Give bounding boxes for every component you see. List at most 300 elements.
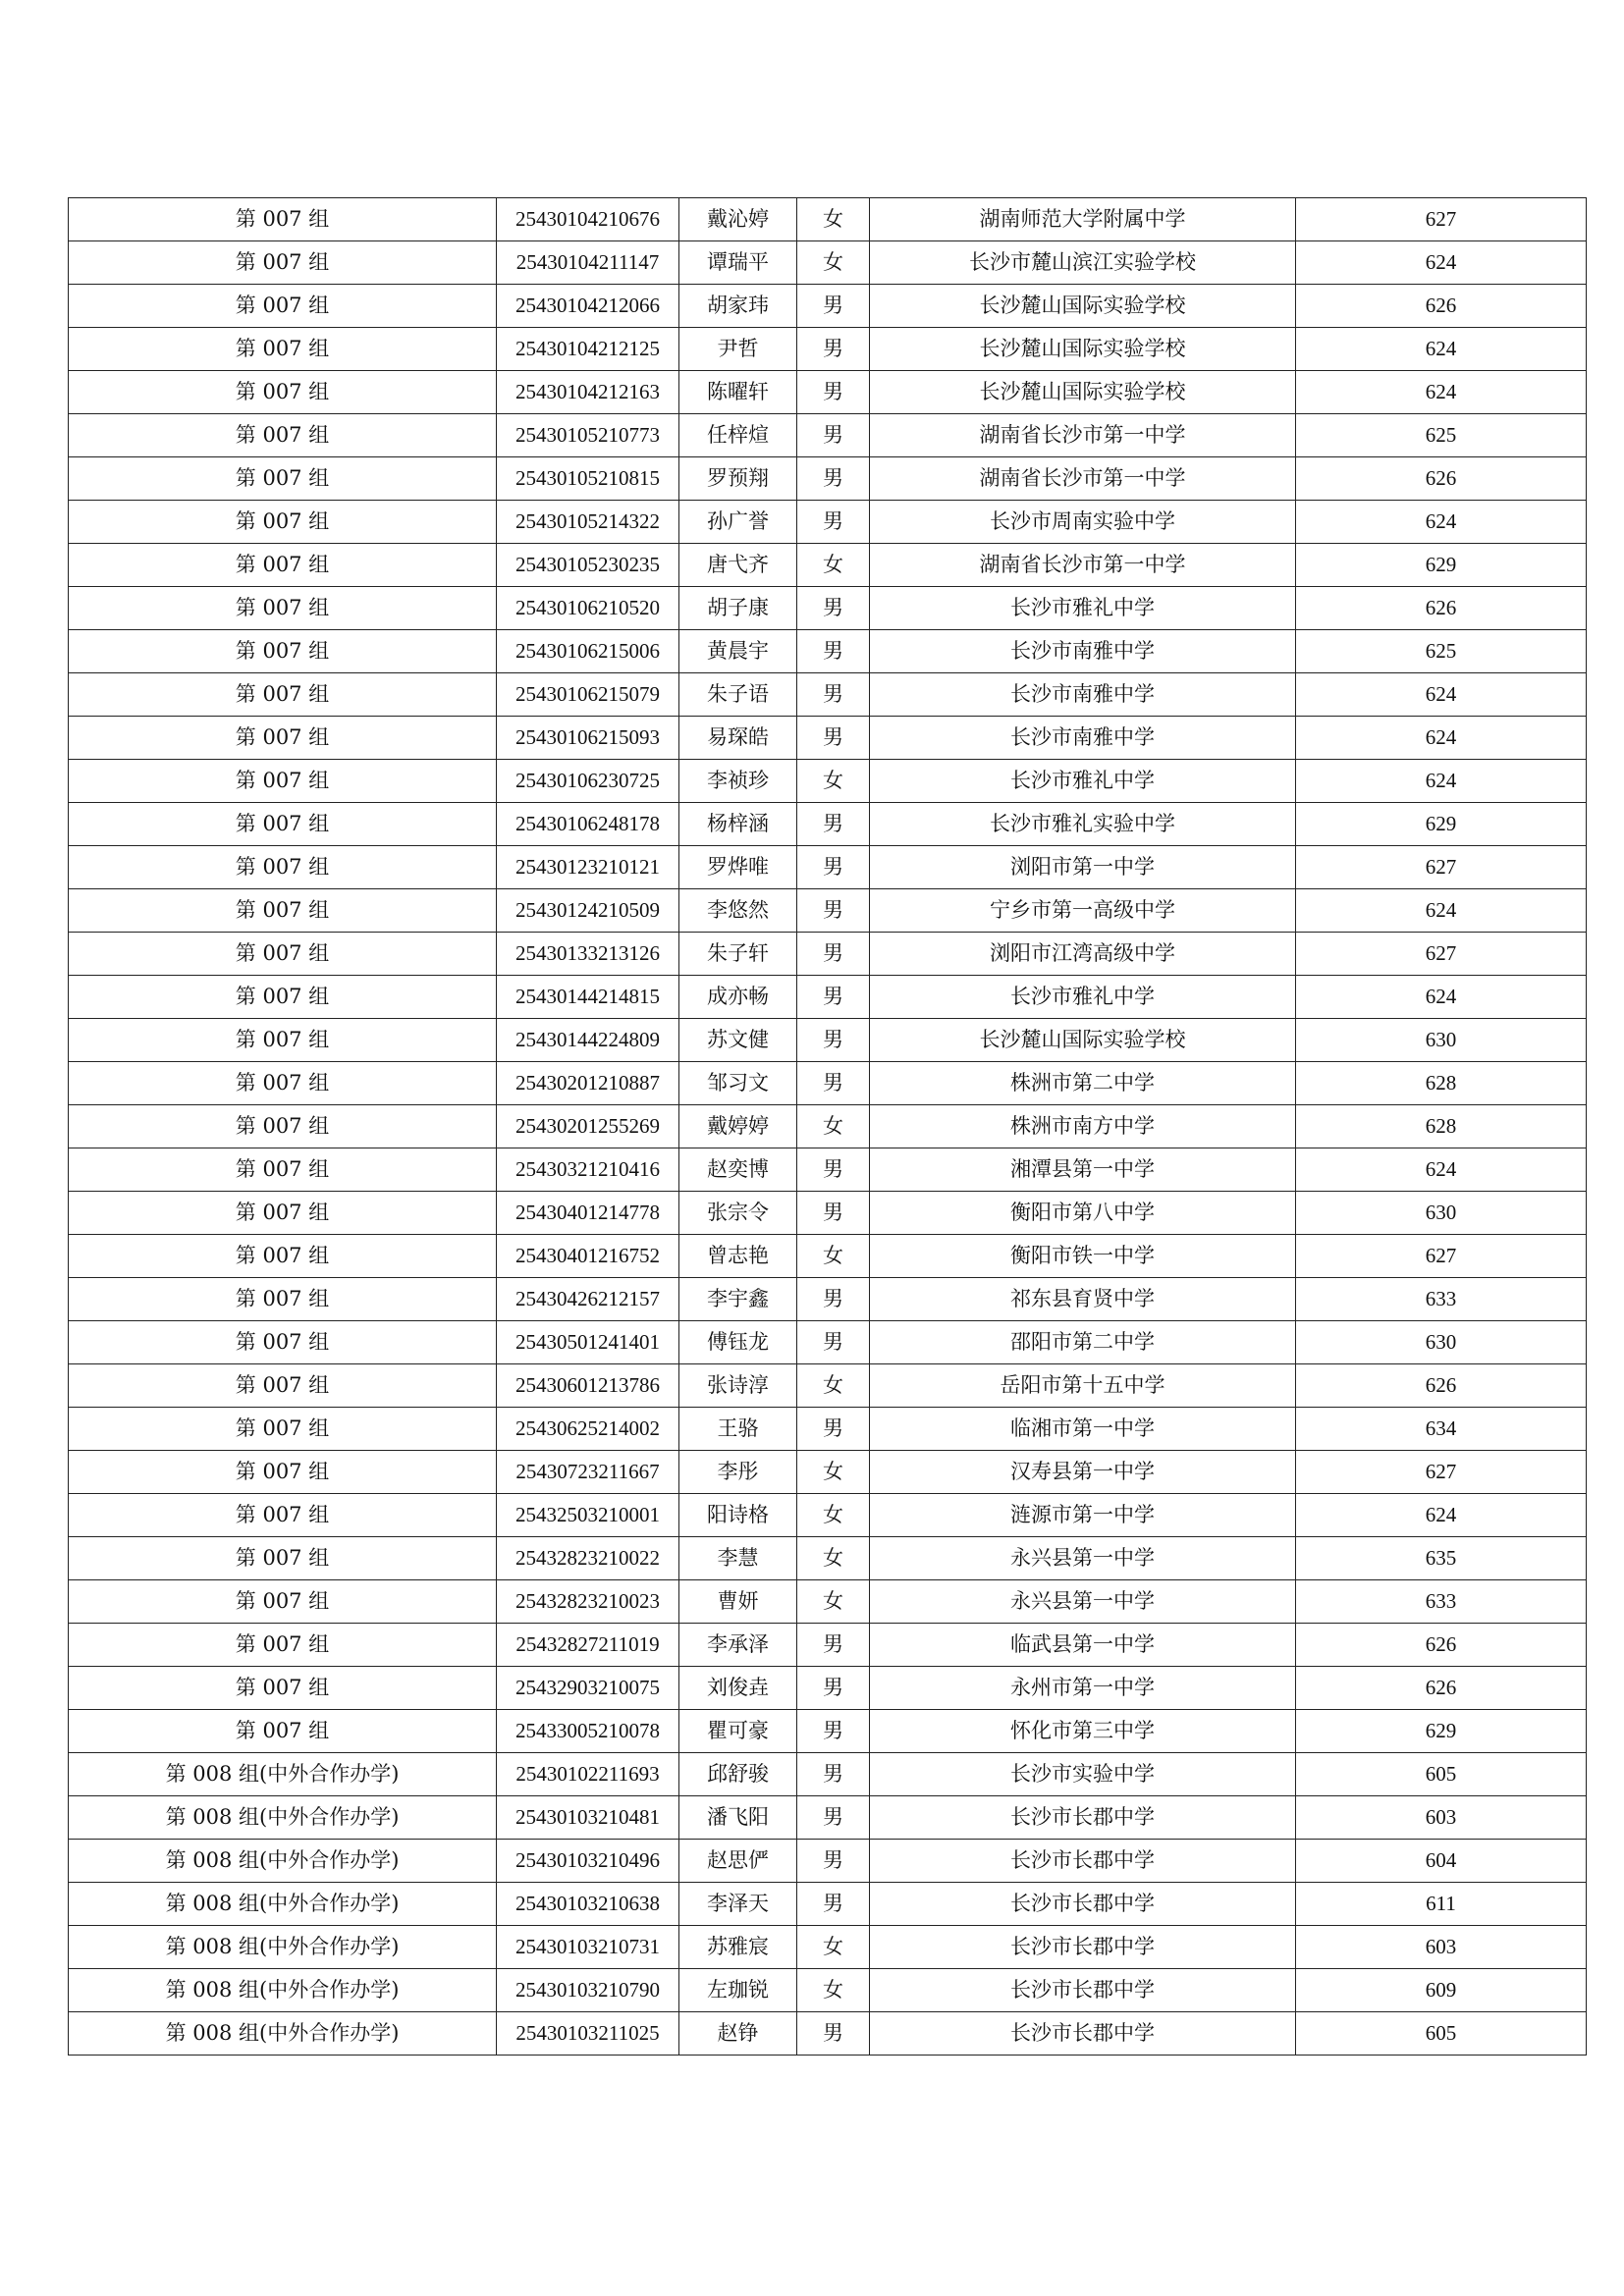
- school-cell: 株洲市南方中学: [870, 1105, 1296, 1148]
- table-row: [69, 285, 1587, 328]
- exam-id-cell: 25430103210496: [497, 1840, 679, 1883]
- school-cell: 衡阳市铁一中学: [870, 1235, 1296, 1278]
- gender-cell: 男: [797, 846, 870, 889]
- student-name-cell: 邹习文: [679, 1062, 797, 1105]
- exam-id-cell: 25430401214778: [497, 1192, 679, 1235]
- table-row: [69, 803, 1587, 846]
- school-cell: 涟源市第一中学: [870, 1494, 1296, 1537]
- school-cell: 湖南省长沙市第一中学: [870, 414, 1296, 457]
- student-name-cell: 罗预翔: [679, 457, 797, 501]
- student-name-cell: 李祯珍: [679, 760, 797, 803]
- group-cell: 第 007 组: [69, 241, 497, 285]
- gender-cell: 男: [797, 976, 870, 1019]
- student-name-cell: 成亦畅: [679, 976, 797, 1019]
- table-row: [69, 587, 1587, 630]
- exam-id-cell: 25432823210022: [497, 1537, 679, 1580]
- student-name-cell: 朱子轩: [679, 933, 797, 976]
- student-name-cell: 罗烨唯: [679, 846, 797, 889]
- group-cell: 第 007 组: [69, 328, 497, 371]
- score-cell: 635: [1296, 1537, 1587, 1580]
- school-cell: 长沙市雅礼中学: [870, 976, 1296, 1019]
- exam-id-cell: 25430106210520: [497, 587, 679, 630]
- gender-cell: 男: [797, 1883, 870, 1926]
- student-name-cell: 胡家玮: [679, 285, 797, 328]
- school-cell: 长沙麓山国际实验学校: [870, 1019, 1296, 1062]
- score-cell: 605: [1296, 2012, 1587, 2056]
- table-row: [69, 1235, 1587, 1278]
- exam-id-cell: 25430501241401: [497, 1321, 679, 1364]
- score-cell: 603: [1296, 1926, 1587, 1969]
- exam-id-cell: 25430106248178: [497, 803, 679, 846]
- gender-cell: 女: [797, 760, 870, 803]
- school-cell: 永兴县第一中学: [870, 1580, 1296, 1624]
- student-name-cell: 刘俊垚: [679, 1667, 797, 1710]
- score-cell: 628: [1296, 1105, 1587, 1148]
- group-cell: 第 007 组: [69, 587, 497, 630]
- student-name-cell: 阳诗格: [679, 1494, 797, 1537]
- gender-cell: 女: [797, 1537, 870, 1580]
- exam-id-cell: 25432903210075: [497, 1667, 679, 1710]
- student-name-cell: 孙广誉: [679, 501, 797, 544]
- exam-id-cell: 25432503210001: [497, 1494, 679, 1537]
- gender-cell: 男: [797, 1019, 870, 1062]
- exam-id-cell: 25430124210509: [497, 889, 679, 933]
- exam-id-cell: 25430625214002: [497, 1408, 679, 1451]
- exam-id-cell: 25432823210023: [497, 1580, 679, 1624]
- gender-cell: 男: [797, 1148, 870, 1192]
- table-row: [69, 1494, 1587, 1537]
- student-name-cell: 尹哲: [679, 328, 797, 371]
- student-name-cell: 戴婷婷: [679, 1105, 797, 1148]
- score-cell: 624: [1296, 501, 1587, 544]
- group-cell: 第 007 组: [69, 457, 497, 501]
- exam-id-cell: 25430103210731: [497, 1926, 679, 1969]
- score-cell: 630: [1296, 1019, 1587, 1062]
- table-row: [69, 1192, 1587, 1235]
- exam-id-cell: 25433005210078: [497, 1710, 679, 1753]
- score-cell: 634: [1296, 1408, 1587, 1451]
- school-cell: 临武县第一中学: [870, 1624, 1296, 1667]
- exam-id-cell: 25430321210416: [497, 1148, 679, 1192]
- gender-cell: 女: [797, 1580, 870, 1624]
- student-name-cell: 戴沁婷: [679, 198, 797, 241]
- score-cell: 624: [1296, 673, 1587, 717]
- score-cell: 605: [1296, 1753, 1587, 1796]
- table-row: [69, 1710, 1587, 1753]
- table-row: [69, 1321, 1587, 1364]
- gender-cell: 男: [797, 2012, 870, 2056]
- group-cell: 第 007 组: [69, 1364, 497, 1408]
- exam-id-cell: 25430105230235: [497, 544, 679, 587]
- score-cell: 626: [1296, 1624, 1587, 1667]
- table-row: [69, 1451, 1587, 1494]
- school-cell: 长沙市长郡中学: [870, 2012, 1296, 2056]
- score-cell: 630: [1296, 1192, 1587, 1235]
- group-cell: 第 007 组: [69, 889, 497, 933]
- exam-id-cell: 25430103210638: [497, 1883, 679, 1926]
- group-cell: 第 007 组: [69, 1537, 497, 1580]
- table-row: [69, 933, 1587, 976]
- student-name-cell: 曾志艳: [679, 1235, 797, 1278]
- table-row: [69, 846, 1587, 889]
- table-row: [69, 1537, 1587, 1580]
- exam-id-cell: 25430723211667: [497, 1451, 679, 1494]
- group-cell: 第 007 组: [69, 1062, 497, 1105]
- student-name-cell: 曹妍: [679, 1580, 797, 1624]
- exam-id-cell: 25430106230725: [497, 760, 679, 803]
- gender-cell: 女: [797, 1494, 870, 1537]
- score-cell: 627: [1296, 1451, 1587, 1494]
- score-cell: 630: [1296, 1321, 1587, 1364]
- table-row: [69, 328, 1587, 371]
- table-row: [69, 414, 1587, 457]
- exam-id-cell: 25430105214322: [497, 501, 679, 544]
- table-row: [69, 1969, 1587, 2012]
- group-cell: 第 007 组: [69, 285, 497, 328]
- table-row: [69, 1883, 1587, 1926]
- student-name-cell: 李泽天: [679, 1883, 797, 1926]
- score-cell: 625: [1296, 630, 1587, 673]
- school-cell: 长沙市长郡中学: [870, 1883, 1296, 1926]
- table-row: [69, 1667, 1587, 1710]
- exam-id-cell: 25430102211693: [497, 1753, 679, 1796]
- table-row: [69, 717, 1587, 760]
- student-name-cell: 黄晨宇: [679, 630, 797, 673]
- table-row: [69, 1926, 1587, 1969]
- exam-id-cell: 25430104211147: [497, 241, 679, 285]
- school-cell: 怀化市第三中学: [870, 1710, 1296, 1753]
- school-cell: 衡阳市第八中学: [870, 1192, 1296, 1235]
- group-cell: 第 008 组(中外合作办学): [69, 1753, 497, 1796]
- score-cell: 629: [1296, 544, 1587, 587]
- gender-cell: 女: [797, 1364, 870, 1408]
- group-cell: 第 007 组: [69, 933, 497, 976]
- school-cell: 长沙市麓山滨江实验学校: [870, 241, 1296, 285]
- gender-cell: 男: [797, 673, 870, 717]
- group-cell: 第 007 组: [69, 1624, 497, 1667]
- exam-id-cell: 25430201210887: [497, 1062, 679, 1105]
- school-cell: 长沙麓山国际实验学校: [870, 328, 1296, 371]
- gender-cell: 男: [797, 1408, 870, 1451]
- student-name-cell: 苏文健: [679, 1019, 797, 1062]
- school-cell: 长沙市长郡中学: [870, 1796, 1296, 1840]
- score-cell: 624: [1296, 1494, 1587, 1537]
- exam-id-cell: 25430144214815: [497, 976, 679, 1019]
- score-cell: 626: [1296, 1364, 1587, 1408]
- school-cell: 长沙市雅礼实验中学: [870, 803, 1296, 846]
- score-cell: 625: [1296, 414, 1587, 457]
- table-row: [69, 673, 1587, 717]
- group-cell: 第 007 组: [69, 1580, 497, 1624]
- exam-id-cell: 25430105210815: [497, 457, 679, 501]
- exam-id-cell: 25430106215093: [497, 717, 679, 760]
- school-cell: 长沙市雅礼中学: [870, 587, 1296, 630]
- score-cell: 626: [1296, 587, 1587, 630]
- exam-id-cell: 25430426212157: [497, 1278, 679, 1321]
- student-name-cell: 赵奕博: [679, 1148, 797, 1192]
- student-name-cell: 李慧: [679, 1537, 797, 1580]
- table-row: [69, 1753, 1587, 1796]
- school-cell: 湘潭县第一中学: [870, 1148, 1296, 1192]
- exam-id-cell: 25430201255269: [497, 1105, 679, 1148]
- score-cell: 624: [1296, 889, 1587, 933]
- admission-roster-table: [68, 197, 1587, 2056]
- gender-cell: 男: [797, 889, 870, 933]
- gender-cell: 男: [797, 933, 870, 976]
- table-row: [69, 889, 1587, 933]
- exam-id-cell: 25430104212125: [497, 328, 679, 371]
- student-name-cell: 陈曜轩: [679, 371, 797, 414]
- gender-cell: 女: [797, 1235, 870, 1278]
- gender-cell: 男: [797, 1667, 870, 1710]
- score-cell: 624: [1296, 760, 1587, 803]
- gender-cell: 男: [797, 803, 870, 846]
- gender-cell: 男: [797, 1753, 870, 1796]
- table-row: [69, 1840, 1587, 1883]
- group-cell: 第 008 组(中外合作办学): [69, 1926, 497, 1969]
- exam-id-cell: 25430144224809: [497, 1019, 679, 1062]
- exam-id-cell: 25430104210676: [497, 198, 679, 241]
- student-name-cell: 李承泽: [679, 1624, 797, 1667]
- exam-id-cell: 25430106215006: [497, 630, 679, 673]
- group-cell: 第 007 组: [69, 1105, 497, 1148]
- student-name-cell: 张宗令: [679, 1192, 797, 1235]
- student-name-cell: 王骆: [679, 1408, 797, 1451]
- gender-cell: 女: [797, 241, 870, 285]
- gender-cell: 女: [797, 1969, 870, 2012]
- group-cell: 第 007 组: [69, 1667, 497, 1710]
- group-cell: 第 007 组: [69, 630, 497, 673]
- student-name-cell: 李彤: [679, 1451, 797, 1494]
- table-row: [69, 1019, 1587, 1062]
- group-cell: 第 007 组: [69, 1451, 497, 1494]
- school-cell: 长沙市长郡中学: [870, 1840, 1296, 1883]
- exam-id-cell: 25430123210121: [497, 846, 679, 889]
- score-cell: 603: [1296, 1796, 1587, 1840]
- student-name-cell: 张诗淳: [679, 1364, 797, 1408]
- group-cell: 第 007 组: [69, 717, 497, 760]
- gender-cell: 男: [797, 371, 870, 414]
- group-cell: 第 008 组(中外合作办学): [69, 1796, 497, 1840]
- gender-cell: 女: [797, 198, 870, 241]
- table-row: [69, 1105, 1587, 1148]
- gender-cell: 男: [797, 717, 870, 760]
- roster-body: [69, 198, 1587, 2056]
- school-cell: 长沙市雅礼中学: [870, 760, 1296, 803]
- score-cell: 627: [1296, 933, 1587, 976]
- group-cell: 第 008 组(中外合作办学): [69, 2012, 497, 2056]
- student-name-cell: 唐弋齐: [679, 544, 797, 587]
- student-name-cell: 赵铮: [679, 2012, 797, 2056]
- school-cell: 长沙麓山国际实验学校: [870, 285, 1296, 328]
- score-cell: 633: [1296, 1278, 1587, 1321]
- group-cell: 第 007 组: [69, 198, 497, 241]
- score-cell: 624: [1296, 241, 1587, 285]
- school-cell: 长沙市南雅中学: [870, 673, 1296, 717]
- gender-cell: 女: [797, 1105, 870, 1148]
- school-cell: 湖南师范大学附属中学: [870, 198, 1296, 241]
- group-cell: 第 007 组: [69, 803, 497, 846]
- group-cell: 第 007 组: [69, 1278, 497, 1321]
- score-cell: 626: [1296, 285, 1587, 328]
- group-cell: 第 007 组: [69, 371, 497, 414]
- group-cell: 第 007 组: [69, 760, 497, 803]
- table-row: [69, 1796, 1587, 1840]
- table-row: [69, 371, 1587, 414]
- gender-cell: 女: [797, 1926, 870, 1969]
- school-cell: 汉寿县第一中学: [870, 1451, 1296, 1494]
- group-cell: 第 007 组: [69, 1148, 497, 1192]
- school-cell: 永州市第一中学: [870, 1667, 1296, 1710]
- student-name-cell: 潘飞阳: [679, 1796, 797, 1840]
- group-cell: 第 007 组: [69, 1408, 497, 1451]
- gender-cell: 男: [797, 1624, 870, 1667]
- group-cell: 第 008 组(中外合作办学): [69, 1840, 497, 1883]
- school-cell: 邵阳市第二中学: [870, 1321, 1296, 1364]
- exam-id-cell: 25432827211019: [497, 1624, 679, 1667]
- group-cell: 第 007 组: [69, 976, 497, 1019]
- student-name-cell: 杨梓涵: [679, 803, 797, 846]
- table-row: [69, 1278, 1587, 1321]
- gender-cell: 男: [797, 501, 870, 544]
- exam-id-cell: 25430401216752: [497, 1235, 679, 1278]
- gender-cell: 男: [797, 630, 870, 673]
- table-row: [69, 1624, 1587, 1667]
- gender-cell: 男: [797, 587, 870, 630]
- school-cell: 临湘市第一中学: [870, 1408, 1296, 1451]
- table-row: [69, 2012, 1587, 2056]
- score-cell: 624: [1296, 1148, 1587, 1192]
- group-cell: 第 008 组(中外合作办学): [69, 1883, 497, 1926]
- group-cell: 第 007 组: [69, 1235, 497, 1278]
- gender-cell: 男: [797, 1192, 870, 1235]
- score-cell: 624: [1296, 976, 1587, 1019]
- score-cell: 624: [1296, 371, 1587, 414]
- gender-cell: 男: [797, 1840, 870, 1883]
- gender-cell: 男: [797, 457, 870, 501]
- student-name-cell: 赵思俨: [679, 1840, 797, 1883]
- school-cell: 长沙市南雅中学: [870, 717, 1296, 760]
- table-row: [69, 630, 1587, 673]
- table-row: [69, 760, 1587, 803]
- table-row: [69, 1062, 1587, 1105]
- school-cell: 长沙市实验中学: [870, 1753, 1296, 1796]
- gender-cell: 男: [797, 414, 870, 457]
- gender-cell: 男: [797, 1321, 870, 1364]
- school-cell: 浏阳市第一中学: [870, 846, 1296, 889]
- exam-id-cell: 25430133213126: [497, 933, 679, 976]
- table-row: [69, 1408, 1587, 1451]
- score-cell: 627: [1296, 1235, 1587, 1278]
- score-cell: 633: [1296, 1580, 1587, 1624]
- table-row: [69, 501, 1587, 544]
- table-row: [69, 1364, 1587, 1408]
- score-cell: 609: [1296, 1969, 1587, 2012]
- student-name-cell: 任梓煊: [679, 414, 797, 457]
- student-name-cell: 傅钰龙: [679, 1321, 797, 1364]
- group-cell: 第 007 组: [69, 544, 497, 587]
- score-cell: 627: [1296, 198, 1587, 241]
- score-cell: 629: [1296, 1710, 1587, 1753]
- gender-cell: 男: [797, 1710, 870, 1753]
- gender-cell: 男: [797, 1796, 870, 1840]
- school-cell: 长沙市长郡中学: [870, 1969, 1296, 2012]
- table-row: [69, 457, 1587, 501]
- table-row: [69, 976, 1587, 1019]
- score-cell: 627: [1296, 846, 1587, 889]
- score-cell: 629: [1296, 803, 1587, 846]
- score-cell: 628: [1296, 1062, 1587, 1105]
- student-name-cell: 左珈锐: [679, 1969, 797, 2012]
- exam-id-cell: 25430105210773: [497, 414, 679, 457]
- gender-cell: 男: [797, 1062, 870, 1105]
- student-name-cell: 瞿可豪: [679, 1710, 797, 1753]
- score-cell: 626: [1296, 1667, 1587, 1710]
- score-cell: 626: [1296, 457, 1587, 501]
- school-cell: 湖南省长沙市第一中学: [870, 457, 1296, 501]
- school-cell: 长沙麓山国际实验学校: [870, 371, 1296, 414]
- group-cell: 第 007 组: [69, 1321, 497, 1364]
- school-cell: 长沙市南雅中学: [870, 630, 1296, 673]
- student-name-cell: 苏雅宸: [679, 1926, 797, 1969]
- score-cell: 604: [1296, 1840, 1587, 1883]
- school-cell: 湖南省长沙市第一中学: [870, 544, 1296, 587]
- table-row: [69, 544, 1587, 587]
- score-cell: 611: [1296, 1883, 1587, 1926]
- student-name-cell: 邱舒骏: [679, 1753, 797, 1796]
- gender-cell: 男: [797, 1278, 870, 1321]
- table-row: [69, 198, 1587, 241]
- group-cell: 第 007 组: [69, 846, 497, 889]
- group-cell: 第 007 组: [69, 501, 497, 544]
- gender-cell: 女: [797, 544, 870, 587]
- exam-id-cell: 25430103210790: [497, 1969, 679, 2012]
- student-name-cell: 易琛皓: [679, 717, 797, 760]
- exam-id-cell: 25430103211025: [497, 2012, 679, 2056]
- group-cell: 第 007 组: [69, 1019, 497, 1062]
- group-cell: 第 007 组: [69, 673, 497, 717]
- gender-cell: 女: [797, 1451, 870, 1494]
- table-row: [69, 241, 1587, 285]
- school-cell: 株洲市第二中学: [870, 1062, 1296, 1105]
- group-cell: 第 007 组: [69, 1192, 497, 1235]
- student-name-cell: 李宇鑫: [679, 1278, 797, 1321]
- gender-cell: 男: [797, 328, 870, 371]
- score-cell: 624: [1296, 328, 1587, 371]
- school-cell: 宁乡市第一高级中学: [870, 889, 1296, 933]
- exam-id-cell: 25430104212163: [497, 371, 679, 414]
- gender-cell: 男: [797, 285, 870, 328]
- school-cell: 长沙市长郡中学: [870, 1926, 1296, 1969]
- group-cell: 第 007 组: [69, 414, 497, 457]
- score-cell: 624: [1296, 717, 1587, 760]
- exam-id-cell: 25430106215079: [497, 673, 679, 717]
- school-cell: 永兴县第一中学: [870, 1537, 1296, 1580]
- exam-id-cell: 25430104212066: [497, 285, 679, 328]
- student-name-cell: 李悠然: [679, 889, 797, 933]
- table-row: [69, 1148, 1587, 1192]
- student-name-cell: 胡子康: [679, 587, 797, 630]
- group-cell: 第 007 组: [69, 1710, 497, 1753]
- school-cell: 浏阳市江湾高级中学: [870, 933, 1296, 976]
- school-cell: 岳阳市第十五中学: [870, 1364, 1296, 1408]
- school-cell: 祁东县育贤中学: [870, 1278, 1296, 1321]
- student-name-cell: 朱子语: [679, 673, 797, 717]
- exam-id-cell: 25430601213786: [497, 1364, 679, 1408]
- exam-id-cell: 25430103210481: [497, 1796, 679, 1840]
- table-row: [69, 1580, 1587, 1624]
- group-cell: 第 008 组(中外合作办学): [69, 1969, 497, 2012]
